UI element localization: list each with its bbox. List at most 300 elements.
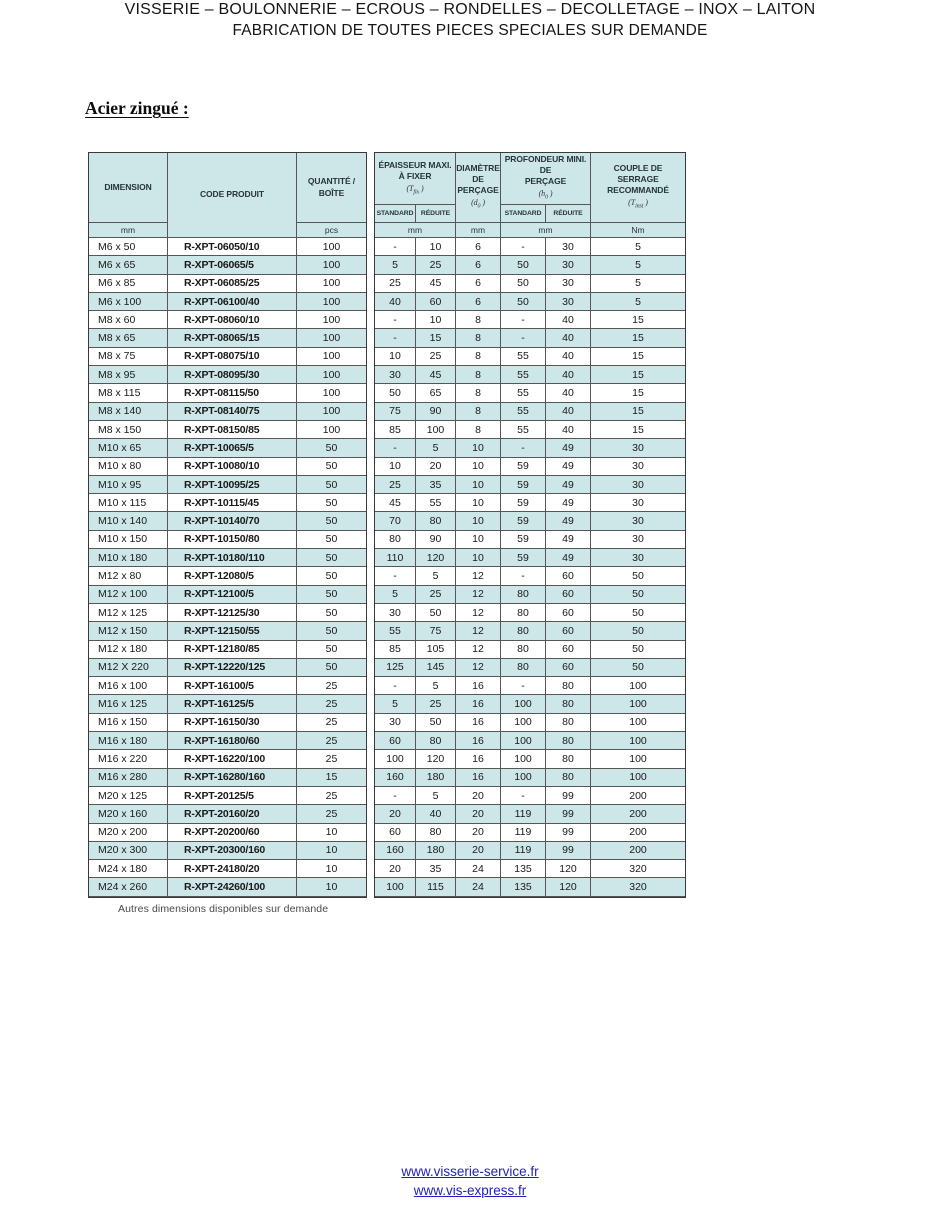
cell-quantite: 50 (297, 622, 366, 640)
cell-couple: 30 (591, 494, 685, 512)
cell-couple: 30 (591, 512, 685, 530)
cell-profondeur-reduite: 30 (546, 275, 591, 293)
cell-code-produit: R-XPT-08065/15 (168, 329, 297, 347)
cell-couple: 320 (591, 878, 685, 896)
cell-quantite: 50 (297, 549, 366, 567)
cell-quantite: 100 (297, 293, 366, 311)
cell-couple: 30 (591, 439, 685, 457)
cell-diametre: 20 (456, 824, 501, 842)
link-visserie-service[interactable]: www.visserie-service.fr (401, 1164, 539, 1179)
cell-code-produit: R-XPT-24260/100 (168, 878, 297, 896)
cell-dimension: M8 x 95 (89, 366, 168, 384)
cell-diametre: 8 (456, 403, 501, 421)
cell-epaisseur-standard: 5 (375, 586, 416, 604)
cell-epaisseur-standard: 30 (375, 366, 416, 384)
cell-diametre: 20 (456, 805, 501, 823)
cell-epaisseur-standard: - (375, 311, 416, 329)
cell-code-produit: R-XPT-12220/125 (168, 659, 297, 677)
cell-couple: 200 (591, 824, 685, 842)
symbol-tinst: ($T_{inst}$ ) (628, 198, 648, 210)
cell-code-produit: R-XPT-06050/10 (168, 238, 297, 256)
cell-quantite: 50 (297, 476, 366, 494)
cell-code-produit: R-XPT-20200/60 (168, 824, 297, 842)
cell-profondeur-reduite: 80 (546, 695, 591, 713)
cell-diametre: 8 (456, 384, 501, 402)
link-vis-express[interactable]: www.vis-express.fr (413, 1183, 527, 1198)
cell-couple: 15 (591, 366, 685, 384)
cell-profondeur-reduite: 120 (546, 878, 591, 896)
cell-dimension: M12 X 220 (89, 659, 168, 677)
cell-profondeur-reduite: 80 (546, 750, 591, 768)
cell-epaisseur-standard: 45 (375, 494, 416, 512)
cell-code-produit: R-XPT-16100/5 (168, 677, 297, 695)
cell-couple: 100 (591, 677, 685, 695)
cell-epaisseur-standard: 5 (375, 695, 416, 713)
cell-diametre: 12 (456, 567, 501, 585)
cell-couple: 100 (591, 769, 685, 787)
cell-epaisseur-reduite: 20 (416, 458, 456, 476)
cell-dimension: M6 x 100 (89, 293, 168, 311)
cell-epaisseur-reduite: 25 (416, 586, 456, 604)
cell-diametre: 24 (456, 878, 501, 896)
col-header-epaisseur: ÉPAISSEUR MAXI. À FIXER ($T_{fix}$ ) (375, 153, 456, 205)
cell-profondeur-standard: 100 (501, 732, 546, 750)
cell-code-produit: R-XPT-10150/80 (168, 531, 297, 549)
cell-dimension: M16 x 280 (89, 769, 168, 787)
cell-diametre: 10 (456, 512, 501, 530)
cell-dimension: M6 x 65 (89, 256, 168, 274)
cell-epaisseur-reduite: 145 (416, 659, 456, 677)
cell-dimension: M24 x 260 (89, 878, 168, 896)
cell-profondeur-standard: 50 (501, 293, 546, 311)
header-line-1: VISSERIE – BOULONNERIE – ECROUS – RONDELLES – DECOLLETAGE – INOX – LAITON (124, 1, 816, 18)
cell-quantite: 25 (297, 787, 366, 805)
cell-epaisseur-reduite: 15 (416, 329, 456, 347)
cell-diametre: 20 (456, 842, 501, 860)
cell-epaisseur-reduite: 55 (416, 494, 456, 512)
cell-couple: 15 (591, 421, 685, 439)
cell-couple: 50 (591, 604, 685, 622)
col-header-profondeur: PROFONDEUR MINI. DE PERÇAGE ($h_0$ ) (501, 153, 591, 205)
cell-epaisseur-standard: 75 (375, 403, 416, 421)
cell-epaisseur-standard: 160 (375, 769, 416, 787)
symbol-d0: ($d_0$ ) (471, 198, 485, 210)
cell-profondeur-standard: 59 (501, 549, 546, 567)
cell-dimension: M20 x 125 (89, 787, 168, 805)
cell-profondeur-standard: 119 (501, 824, 546, 842)
cell-dimension: M12 x 150 (89, 622, 168, 640)
cell-code-produit: R-XPT-08115/50 (168, 384, 297, 402)
cell-quantite: 25 (297, 677, 366, 695)
cell-profondeur-reduite: 30 (546, 256, 591, 274)
cell-diametre: 10 (456, 476, 501, 494)
cell-epaisseur-standard: - (375, 677, 416, 695)
cell-code-produit: R-XPT-12080/5 (168, 567, 297, 585)
cell-quantite: 15 (297, 769, 366, 787)
cell-profondeur-reduite: 49 (546, 439, 591, 457)
cell-profondeur-standard: 50 (501, 275, 546, 293)
cell-code-produit: R-XPT-16180/60 (168, 732, 297, 750)
cell-dimension: M6 x 85 (89, 275, 168, 293)
cell-epaisseur-standard: 50 (375, 384, 416, 402)
cell-quantite: 100 (297, 348, 366, 366)
cell-epaisseur-reduite: 25 (416, 256, 456, 274)
cell-code-produit: R-XPT-08150/85 (168, 421, 297, 439)
cell-dimension: M12 x 80 (89, 567, 168, 585)
cell-epaisseur-standard: 10 (375, 348, 416, 366)
cell-dimension: M12 x 180 (89, 641, 168, 659)
cell-profondeur-standard: 80 (501, 622, 546, 640)
cell-epaisseur-standard: - (375, 439, 416, 457)
cell-epaisseur-reduite: 10 (416, 311, 456, 329)
cell-dimension: M10 x 115 (89, 494, 168, 512)
cell-code-produit: R-XPT-12125/30 (168, 604, 297, 622)
cell-quantite: 50 (297, 512, 366, 530)
cell-profondeur-reduite: 99 (546, 805, 591, 823)
cell-profondeur-standard: 119 (501, 842, 546, 860)
cell-diametre: 16 (456, 769, 501, 787)
cell-diametre: 12 (456, 604, 501, 622)
unit-diametre: mm (456, 223, 501, 238)
subheader-epaisseur-standard: STANDARD (375, 205, 416, 223)
cell-profondeur-standard: - (501, 567, 546, 585)
cell-dimension: M20 x 200 (89, 824, 168, 842)
cell-profondeur-reduite: 40 (546, 403, 591, 421)
cell-code-produit: R-XPT-10115/45 (168, 494, 297, 512)
cell-diametre: 10 (456, 531, 501, 549)
cell-quantite: 50 (297, 458, 366, 476)
cell-couple: 15 (591, 329, 685, 347)
cell-couple: 15 (591, 311, 685, 329)
cell-profondeur-reduite: 40 (546, 421, 591, 439)
unit-profondeur: mm (501, 223, 591, 238)
cell-profondeur-standard: - (501, 329, 546, 347)
cell-diametre: 20 (456, 787, 501, 805)
cell-epaisseur-reduite: 90 (416, 403, 456, 421)
cell-code-produit: R-XPT-06100/40 (168, 293, 297, 311)
cell-couple: 15 (591, 384, 685, 402)
cell-dimension: M10 x 140 (89, 512, 168, 530)
cell-code-produit: R-XPT-08095/30 (168, 366, 297, 384)
subheader-epaisseur-reduite: RÉDUITE (416, 205, 456, 223)
cell-profondeur-standard: 135 (501, 878, 546, 896)
unit-quantite: pcs (297, 223, 366, 238)
cell-epaisseur-reduite: 65 (416, 384, 456, 402)
cell-dimension: M8 x 60 (89, 311, 168, 329)
cell-profondeur-standard: 59 (501, 476, 546, 494)
cell-dimension: M20 x 160 (89, 805, 168, 823)
cell-diametre: 16 (456, 750, 501, 768)
cell-epaisseur-reduite: 45 (416, 366, 456, 384)
cell-dimension: M16 x 150 (89, 714, 168, 732)
cell-epaisseur-standard: 60 (375, 824, 416, 842)
cell-epaisseur-standard: 160 (375, 842, 416, 860)
cell-profondeur-standard: 50 (501, 256, 546, 274)
cell-couple: 50 (591, 586, 685, 604)
cell-code-produit: R-XPT-12150/55 (168, 622, 297, 640)
cell-epaisseur-standard: 60 (375, 732, 416, 750)
cell-code-produit: R-XPT-06085/25 (168, 275, 297, 293)
cell-epaisseur-standard: - (375, 238, 416, 256)
cell-code-produit: R-XPT-08060/10 (168, 311, 297, 329)
cell-epaisseur-standard: 40 (375, 293, 416, 311)
cell-diametre: 12 (456, 586, 501, 604)
cell-couple: 100 (591, 695, 685, 713)
cell-couple: 200 (591, 805, 685, 823)
unit-dimension: mm (89, 223, 168, 238)
cell-quantite: 100 (297, 403, 366, 421)
cell-quantite: 100 (297, 366, 366, 384)
cell-epaisseur-reduite: 75 (416, 622, 456, 640)
cell-quantite: 50 (297, 604, 366, 622)
cell-epaisseur-reduite: 5 (416, 439, 456, 457)
cell-couple: 5 (591, 256, 685, 274)
cell-profondeur-reduite: 49 (546, 458, 591, 476)
cell-dimension: M10 x 95 (89, 476, 168, 494)
cell-couple: 100 (591, 732, 685, 750)
cell-quantite: 25 (297, 750, 366, 768)
cell-profondeur-reduite: 40 (546, 348, 591, 366)
cell-quantite: 50 (297, 586, 366, 604)
cell-quantite: 50 (297, 439, 366, 457)
cell-couple: 100 (591, 714, 685, 732)
cell-code-produit: R-XPT-06065/5 (168, 256, 297, 274)
section-title: Acier zingué : (85, 98, 189, 118)
cell-quantite: 100 (297, 384, 366, 402)
cell-epaisseur-reduite: 5 (416, 567, 456, 585)
cell-code-produit: R-XPT-10080/10 (168, 458, 297, 476)
cell-quantite: 50 (297, 494, 366, 512)
unit-epaisseur: mm (375, 223, 456, 238)
col-header-code-produit: CODE PRODUIT (168, 153, 297, 238)
cell-epaisseur-reduite: 100 (416, 421, 456, 439)
cell-quantite: 25 (297, 695, 366, 713)
col-header-quantite: QUANTITÉ / BOÎTE (297, 153, 366, 223)
cell-dimension: M8 x 65 (89, 329, 168, 347)
cell-epaisseur-standard: - (375, 567, 416, 585)
cell-dimension: M10 x 150 (89, 531, 168, 549)
cell-diametre: 10 (456, 458, 501, 476)
page-header (0, 1, 940, 40)
cell-profondeur-reduite: 60 (546, 567, 591, 585)
cell-epaisseur-standard: 10 (375, 458, 416, 476)
cell-quantite: 25 (297, 805, 366, 823)
cell-profondeur-reduite: 40 (546, 311, 591, 329)
cell-profondeur-reduite: 40 (546, 366, 591, 384)
cell-dimension: M12 x 100 (89, 586, 168, 604)
cell-diametre: 8 (456, 329, 501, 347)
cell-couple: 50 (591, 659, 685, 677)
cell-profondeur-reduite: 80 (546, 677, 591, 695)
cell-couple: 5 (591, 275, 685, 293)
cell-code-produit: R-XPT-16280/160 (168, 769, 297, 787)
cell-epaisseur-standard: 55 (375, 622, 416, 640)
cell-profondeur-reduite: 49 (546, 512, 591, 530)
cell-code-produit: R-XPT-16150/30 (168, 714, 297, 732)
cell-epaisseur-standard: 30 (375, 604, 416, 622)
cell-diametre: 16 (456, 677, 501, 695)
cell-epaisseur-standard: 25 (375, 476, 416, 494)
cell-diametre: 8 (456, 366, 501, 384)
cell-profondeur-reduite: 30 (546, 293, 591, 311)
cell-profondeur-standard: - (501, 677, 546, 695)
cell-couple: 50 (591, 567, 685, 585)
cell-profondeur-standard: - (501, 238, 546, 256)
cell-couple: 30 (591, 549, 685, 567)
cell-quantite: 10 (297, 860, 366, 878)
cell-quantite: 100 (297, 311, 366, 329)
cell-epaisseur-reduite: 120 (416, 750, 456, 768)
cell-epaisseur-standard: 110 (375, 549, 416, 567)
cell-profondeur-standard: 100 (501, 750, 546, 768)
cell-diametre: 16 (456, 714, 501, 732)
cell-code-produit: R-XPT-10065/5 (168, 439, 297, 457)
cell-epaisseur-standard: 125 (375, 659, 416, 677)
cell-code-produit: R-XPT-20125/5 (168, 787, 297, 805)
cell-epaisseur-standard: 20 (375, 860, 416, 878)
cell-epaisseur-standard: 100 (375, 750, 416, 768)
cell-epaisseur-reduite: 25 (416, 348, 456, 366)
cell-code-produit: R-XPT-16125/5 (168, 695, 297, 713)
cell-profondeur-standard: 80 (501, 659, 546, 677)
cell-quantite: 50 (297, 531, 366, 549)
cell-couple: 200 (591, 842, 685, 860)
cell-diametre: 10 (456, 439, 501, 457)
unit-couple: Nm (591, 223, 685, 238)
subheader-profondeur-standard: STANDARD (501, 205, 546, 223)
cell-dimension: M8 x 150 (89, 421, 168, 439)
cell-profondeur-standard: - (501, 787, 546, 805)
product-table (88, 152, 686, 898)
cell-quantite: 25 (297, 714, 366, 732)
cell-epaisseur-standard: 85 (375, 421, 416, 439)
cell-quantite: 100 (297, 256, 366, 274)
subheader-profondeur-reduite: RÉDUITE (546, 205, 591, 223)
cell-code-produit: R-XPT-24180/20 (168, 860, 297, 878)
cell-profondeur-standard: 55 (501, 403, 546, 421)
cell-dimension: M16 x 100 (89, 677, 168, 695)
cell-epaisseur-reduite: 5 (416, 787, 456, 805)
cell-epaisseur-reduite: 50 (416, 714, 456, 732)
symbol-h0: ($h_0$ ) (538, 189, 553, 201)
cell-diametre: 8 (456, 311, 501, 329)
cell-dimension: M6 x 50 (89, 238, 168, 256)
cell-couple: 100 (591, 750, 685, 768)
cell-code-produit: R-XPT-08075/10 (168, 348, 297, 366)
cell-epaisseur-standard: 25 (375, 275, 416, 293)
footer-links (0, 1162, 940, 1200)
cell-diametre: 12 (456, 659, 501, 677)
cell-diametre: 12 (456, 641, 501, 659)
cell-dimension: M10 x 80 (89, 458, 168, 476)
cell-profondeur-reduite: 99 (546, 842, 591, 860)
cell-quantite: 100 (297, 275, 366, 293)
cell-code-produit: R-XPT-10140/70 (168, 512, 297, 530)
cell-profondeur-reduite: 60 (546, 659, 591, 677)
cell-diametre: 6 (456, 256, 501, 274)
cell-epaisseur-reduite: 80 (416, 732, 456, 750)
cell-couple: 320 (591, 860, 685, 878)
cell-epaisseur-standard: - (375, 787, 416, 805)
cell-diametre: 6 (456, 238, 501, 256)
cell-profondeur-standard: 59 (501, 458, 546, 476)
cell-epaisseur-standard: 70 (375, 512, 416, 530)
table-right-section (374, 152, 686, 898)
cell-profondeur-standard: 100 (501, 695, 546, 713)
cell-epaisseur-reduite: 80 (416, 824, 456, 842)
cell-code-produit: R-XPT-20300/160 (168, 842, 297, 860)
cell-quantite: 50 (297, 659, 366, 677)
cell-epaisseur-reduite: 45 (416, 275, 456, 293)
cell-profondeur-standard: 59 (501, 512, 546, 530)
cell-epaisseur-reduite: 35 (416, 476, 456, 494)
cell-quantite: 10 (297, 824, 366, 842)
cell-profondeur-reduite: 30 (546, 238, 591, 256)
cell-profondeur-reduite: 99 (546, 787, 591, 805)
cell-quantite: 100 (297, 421, 366, 439)
cell-diametre: 8 (456, 348, 501, 366)
table-left-section (88, 152, 367, 898)
cell-epaisseur-reduite: 35 (416, 860, 456, 878)
cell-epaisseur-reduite: 90 (416, 531, 456, 549)
cell-dimension: M16 x 125 (89, 695, 168, 713)
cell-quantite: 100 (297, 238, 366, 256)
cell-code-produit: R-XPT-08140/75 (168, 403, 297, 421)
cell-profondeur-reduite: 60 (546, 586, 591, 604)
cell-epaisseur-standard: 85 (375, 641, 416, 659)
cell-diametre: 8 (456, 421, 501, 439)
cell-code-produit: R-XPT-10095/25 (168, 476, 297, 494)
cell-profondeur-reduite: 80 (546, 769, 591, 787)
cell-diametre: 24 (456, 860, 501, 878)
cell-profondeur-reduite: 120 (546, 860, 591, 878)
cell-couple: 5 (591, 238, 685, 256)
cell-couple: 15 (591, 403, 685, 421)
cell-profondeur-reduite: 60 (546, 641, 591, 659)
cell-quantite: 25 (297, 732, 366, 750)
cell-dimension: M20 x 300 (89, 842, 168, 860)
cell-dimension: M16 x 180 (89, 732, 168, 750)
cell-code-produit: R-XPT-12100/5 (168, 586, 297, 604)
cell-couple: 50 (591, 622, 685, 640)
cell-dimension: M10 x 65 (89, 439, 168, 457)
cell-profondeur-standard: 55 (501, 366, 546, 384)
cell-profondeur-standard: - (501, 439, 546, 457)
cell-code-produit: R-XPT-16220/100 (168, 750, 297, 768)
cell-code-produit: R-XPT-10180/110 (168, 549, 297, 567)
col-header-diametre: DIAMÈTRE DE PERÇAGE ($d_0$ ) (456, 153, 501, 223)
cell-profondeur-standard: 80 (501, 604, 546, 622)
cell-diametre: 12 (456, 622, 501, 640)
col-header-dimension: DIMENSION (89, 153, 168, 223)
cell-profondeur-standard: 100 (501, 714, 546, 732)
cell-dimension: M8 x 75 (89, 348, 168, 366)
cell-diametre: 10 (456, 494, 501, 512)
cell-epaisseur-standard: 30 (375, 714, 416, 732)
cell-profondeur-reduite: 49 (546, 476, 591, 494)
cell-epaisseur-reduite: 50 (416, 604, 456, 622)
cell-dimension: M12 x 125 (89, 604, 168, 622)
cell-quantite: 10 (297, 878, 366, 896)
cell-epaisseur-reduite: 10 (416, 238, 456, 256)
cell-quantite: 100 (297, 329, 366, 347)
header-line-2: FABRICATION DE TOUTES PIECES SPECIALES SUR DEMANDE (232, 22, 708, 39)
cell-epaisseur-reduite: 80 (416, 512, 456, 530)
cell-dimension: M8 x 140 (89, 403, 168, 421)
cell-epaisseur-standard: 20 (375, 805, 416, 823)
cell-profondeur-standard: 80 (501, 641, 546, 659)
cell-couple: 5 (591, 293, 685, 311)
